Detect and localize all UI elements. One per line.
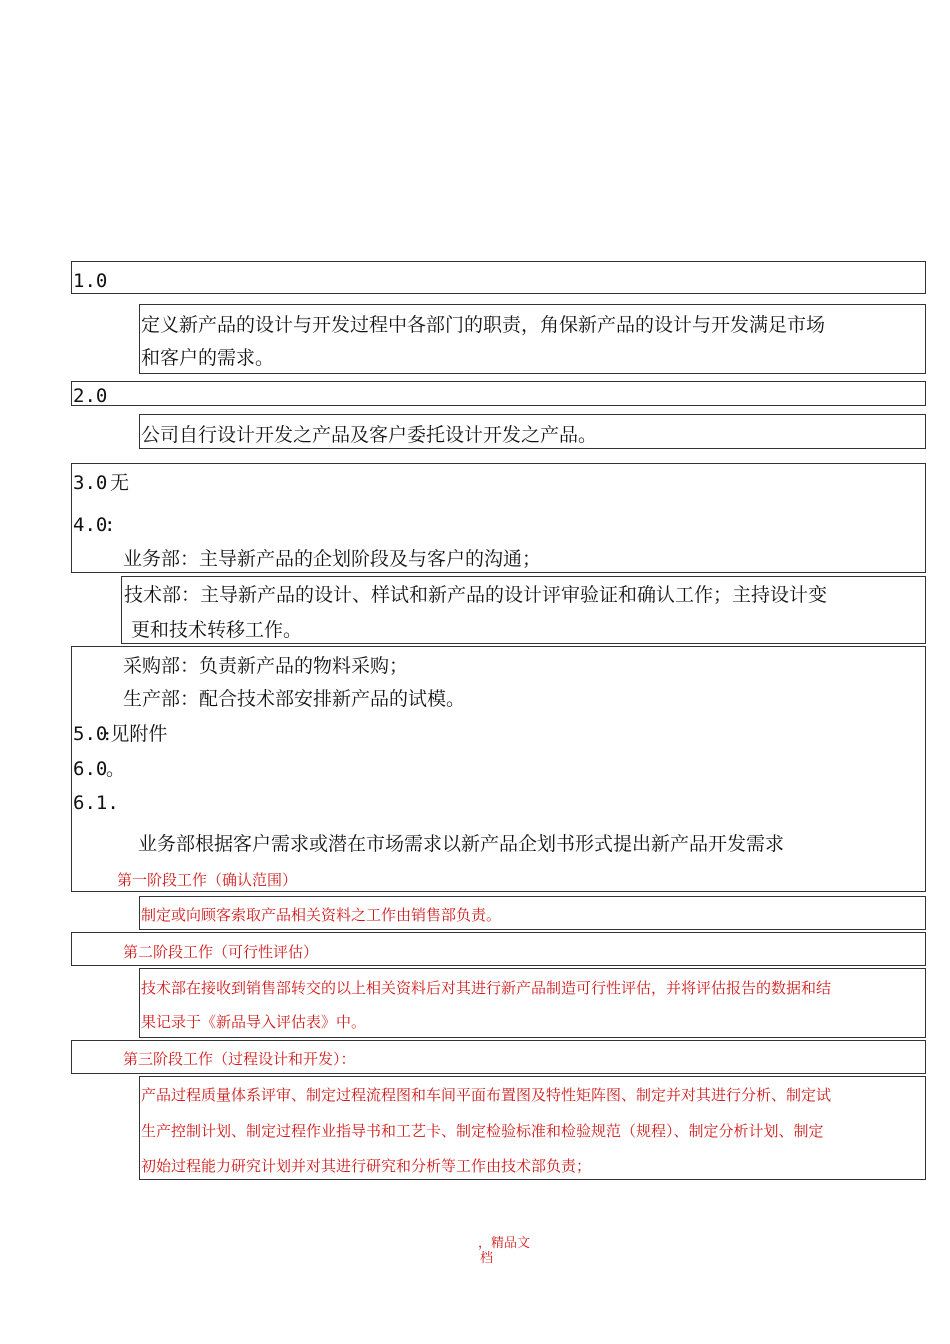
section-1-number: 1.0	[73, 270, 108, 292]
section-4-tech-dept-line1: 技术部：主导新产品的设计、样试和新产品的设计评审验证和确认工作；主持设计变	[124, 584, 828, 606]
section-1-body-line2: 和客户的需求。	[141, 347, 275, 369]
section-5-number: 5.0	[73, 723, 108, 745]
phase-3-body-line2: 生产控制计划、制定过程作业指导书和工艺卡、制定检验标准和检验规范（规程）、制定分析计划、制定	[141, 1122, 824, 1140]
section-4-number: 4.0	[73, 514, 108, 536]
section-2-body: 公司自行设计开发之产品及客户委托设计开发之产品。	[141, 424, 598, 446]
section-6-text: 。	[106, 758, 126, 780]
footer-line2: 档	[480, 1251, 494, 1266]
section-4-6-box	[71, 646, 926, 892]
section-6-1-number: 6.1.	[73, 792, 119, 814]
phase-2-body-line2: 果记录于《新品导入评估表》中。	[141, 1013, 367, 1031]
section-4-production-dept: 生产部：配合技术部安排新产品的试模。	[123, 688, 466, 710]
section-3-number: 3.0	[73, 472, 108, 494]
section-4-sales-dept: 业务部：主导新产品的企划阶段及与客户的沟通；	[123, 548, 542, 570]
footer-line1: ，精品文	[478, 1236, 531, 1251]
section-6-number: 6.0	[73, 758, 108, 780]
section-4-purchasing-dept: 采购部：负责新产品的物料采购；	[123, 655, 409, 677]
phase-2-body-line1: 技术部在接收到销售部转交的以上相关资料后对其进行新产品制造可行性评估，并将评估报告的数据和结	[141, 979, 832, 997]
section-1-body-line1: 定义新产品的设计与开发过程中各部门的职责，角保新产品的设计与开发满足市场	[141, 314, 826, 336]
section-4-tech-dept-line2: 更和技术转移工作。	[131, 619, 303, 641]
phase-3-body-line3: 初始过程能力研究计划并对其进行研究和分析等工作由技术部负责；	[141, 1157, 592, 1175]
phase-3-title: 第三阶段工作（过程设计和开发）：	[123, 1050, 356, 1068]
section-5-text: :见附件	[104, 723, 168, 745]
phase-1-body: 制定或向顾客索取产品相关资料之工作由销售部负责。	[141, 906, 502, 924]
section-6-1-text: 业务部根据客户需求或潜在市场需求以新产品企划书形式提出新产品开发需求	[138, 833, 785, 855]
section-2-number: 2.0	[73, 385, 108, 407]
section-4-suffix: :	[104, 514, 116, 536]
phase-2-title: 第二阶段工作（可行性评估）	[123, 943, 319, 961]
section-1-header-box	[71, 261, 926, 294]
phase-1-title: 第一阶段工作（确认范围）	[117, 871, 298, 889]
section-2-header-box	[71, 381, 926, 406]
section-3-text: 无	[110, 472, 130, 494]
phase-3-body-line1: 产品过程质量体系评审、制定过程流程图和车间平面布置图及特性矩阵图、制定并对其进行分析、制定试	[141, 1086, 832, 1104]
